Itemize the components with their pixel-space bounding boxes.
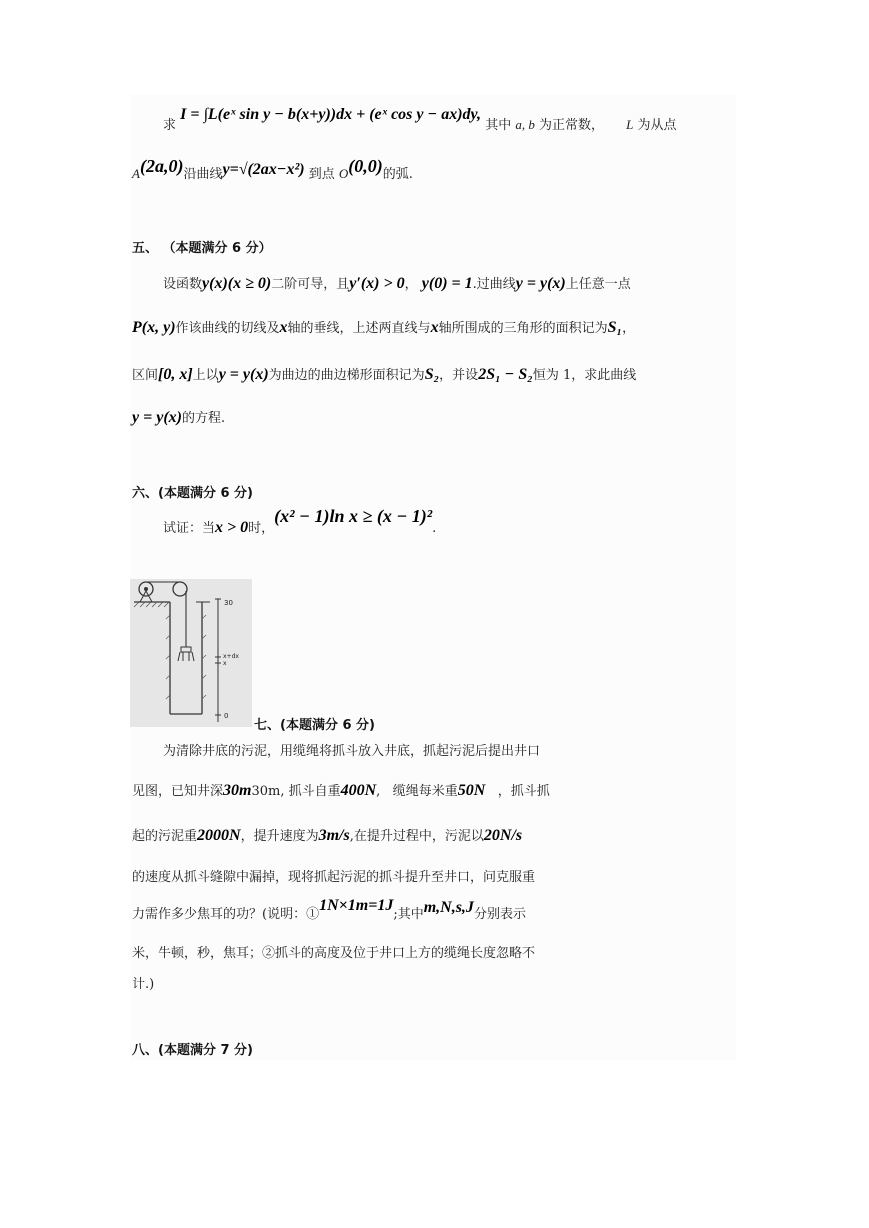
- math: 30m: [223, 782, 252, 799]
- axis-label-x: x: [223, 660, 227, 667]
- integral-formula: I = ∫L(eˣ sin y − b(x+y))dx + (eˣ cos y − ax)dy,: [180, 106, 482, 123]
- text: 的方程.: [181, 411, 226, 426]
- math-inequality: (x² − 1)ln x ≥ (x − 1)²: [274, 506, 433, 526]
- math: 400N: [340, 782, 377, 799]
- text: 分别表示: [473, 907, 526, 922]
- s7-line6: 米，牛顿，秒，焦耳；②抓斗的高度及位于井口上方的缆绳长度忽略不: [132, 946, 536, 961]
- s5-line4: [132, 408, 225, 429]
- math-var: A: [132, 166, 140, 181]
- text: 为曲边的曲边梯形面积记为: [268, 368, 425, 383]
- text: 作该曲线的切线及: [175, 321, 280, 336]
- math: 2000N: [197, 827, 241, 844]
- section6-heading: 六、(本题满分 6 分): [132, 486, 253, 501]
- math: 20N/s: [483, 827, 523, 844]
- text: 见图，已知井深: [132, 784, 224, 799]
- math-var: L: [626, 117, 634, 132]
- math: m,N,s,J: [423, 899, 474, 916]
- math-var: O: [338, 166, 349, 181]
- section8-heading: 八、(本题满分 7 分): [132, 1043, 253, 1058]
- text: 轴所围成的三角形的面积记为: [438, 321, 608, 336]
- axis-label-0: 0: [224, 712, 229, 720]
- text: 上以: [192, 368, 219, 383]
- axis-label-30: 30: [224, 599, 233, 607]
- text: 轴的垂线，上述两直线与: [287, 321, 431, 336]
- s7-line3: [132, 826, 522, 847]
- text: 力需作多少焦耳的功？(说明：①: [132, 907, 320, 922]
- text: .过曲线: [472, 277, 516, 292]
- text: 区间: [132, 368, 159, 383]
- math: y = y(x): [218, 366, 269, 383]
- math: 50N: [457, 782, 486, 799]
- math: x > 0: [215, 519, 249, 536]
- s5-line1: [163, 274, 631, 295]
- math-point: (2a,0): [139, 156, 184, 176]
- s7-line5: [132, 897, 526, 925]
- text: ，并设: [439, 368, 479, 383]
- section5-heading: 五、 （本题满分 6 分）: [132, 241, 272, 256]
- text: ，: [622, 321, 636, 336]
- math: y = y(x): [132, 409, 182, 426]
- math: y(x)(x ≥ 0): [202, 275, 272, 292]
- s7-line2: [132, 781, 550, 802]
- text: 到点: [304, 167, 339, 182]
- math: y = y(x): [515, 275, 566, 292]
- text: 沿曲线: [183, 167, 223, 182]
- text: ;其中: [393, 907, 424, 922]
- problem4-line1: [163, 106, 677, 136]
- math: 1N×1m=1J: [319, 897, 394, 914]
- s5-line2: [132, 318, 635, 339]
- math: 3m/s: [318, 827, 350, 844]
- text: .: [432, 521, 437, 536]
- problem4-line2: [132, 156, 413, 185]
- text: 二阶可导，且: [271, 277, 350, 292]
- math-var: a, b: [515, 117, 535, 132]
- s5-line3: [132, 365, 636, 386]
- math-point: (0,0): [348, 156, 383, 176]
- text: ,在提升过程中，污泥以: [349, 829, 484, 844]
- axis-label-xdx: x+dx: [223, 653, 239, 660]
- text: 试证：当: [163, 521, 216, 536]
- s7-line7: 计.): [132, 977, 155, 992]
- text: 上任意一点: [565, 277, 631, 292]
- text: 30m, 抓斗自重: [251, 784, 341, 799]
- well-diagram: [130, 579, 252, 727]
- text: ，抓斗抓: [497, 784, 550, 799]
- text: 其中: [485, 118, 516, 133]
- math-curve: y=√(2ax−x²): [222, 161, 305, 178]
- math: y(0) = 1: [421, 275, 473, 292]
- text: 的弧.: [382, 167, 413, 182]
- math: [0, x]: [158, 366, 193, 383]
- s7-line1: 为清除井底的污泥，用缆绳将抓斗放入井底，抓起污泥后提出井口: [163, 744, 541, 759]
- text: ，: [404, 277, 418, 292]
- math: x: [430, 319, 439, 336]
- math: S₂: [424, 366, 440, 383]
- text: 缆绳每米重: [392, 784, 458, 799]
- math: P(x, y): [132, 319, 176, 336]
- math: S₁: [607, 319, 623, 336]
- text: ,: [376, 784, 381, 799]
- s7-line4: 的速度从抓斗缝隙中漏掉，现将抓起污泥的抓斗提升至井口，问克服重: [132, 870, 536, 885]
- math: y′(x) > 0: [349, 275, 405, 292]
- text: 为从点: [633, 118, 677, 133]
- text: 求: [163, 118, 177, 133]
- text: ，提升速度为: [240, 829, 319, 844]
- text: 设函数: [163, 277, 203, 292]
- section7-heading: 七、(本题满分 6 分): [254, 718, 375, 733]
- text: 为正常数，: [534, 118, 604, 133]
- s6-line1: [163, 506, 437, 539]
- text: 时，: [248, 521, 275, 536]
- text: 起的污泥重: [132, 829, 198, 844]
- math: 2S₁ − S₂: [478, 366, 533, 383]
- text: 恒为 1，求此曲线: [532, 368, 637, 383]
- math: x: [279, 319, 288, 336]
